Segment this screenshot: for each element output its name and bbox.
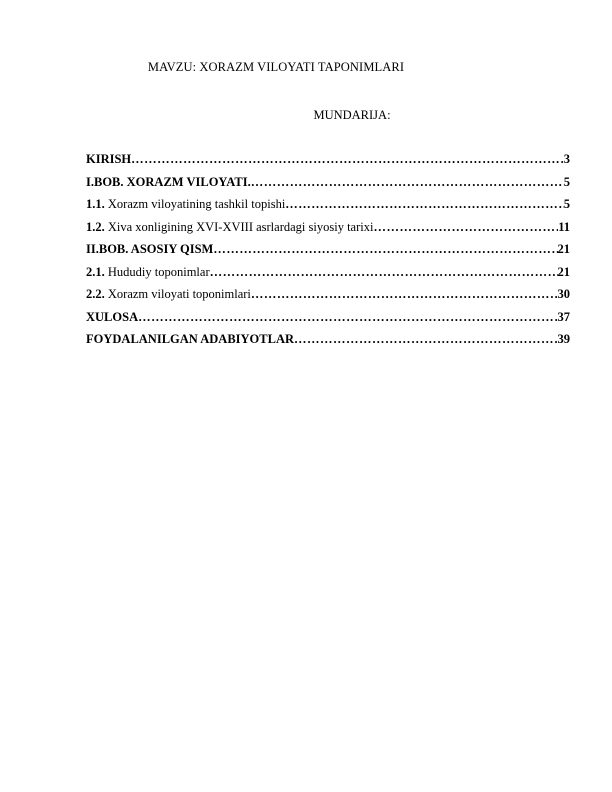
toc-entry [86, 242, 570, 265]
toc-leader-dots [213, 242, 557, 257]
toc-leader-dots [251, 287, 558, 302]
toc-entry-page: 30 [557, 287, 570, 301]
toc-entry-title: FOYDALANILGAN ADABIYOTLAR [86, 332, 295, 346]
contents-heading: MUNDARIJA: [313, 108, 391, 122]
toc-leader-dots [373, 220, 558, 235]
toc-entry [86, 332, 570, 355]
toc-entry-title: Xorazm viloyatining tashkil topishi [104, 197, 286, 211]
toc-entry-label [86, 152, 131, 167]
toc-entry [86, 265, 570, 288]
document-title: MAVZU: XORAZM VILOYATI TAPONIMLARI [147, 60, 405, 74]
toc-entry [86, 310, 570, 333]
toc-leader-dots [210, 265, 558, 280]
toc-entry [86, 287, 570, 310]
toc-entry [86, 175, 570, 198]
toc-entry-title: Xiva xonligining XVI-XVIII asrlardagi siyosiy tarixi [104, 219, 374, 234]
toc-entry-number: 2.1. [86, 264, 105, 279]
table-of-contents [86, 152, 570, 355]
toc-entry-title: Xorazm viloyati toponimlari [104, 287, 251, 301]
toc-entry [86, 152, 570, 175]
toc-entry-page: 21 [557, 264, 570, 279]
toc-leader-dots [131, 152, 564, 167]
toc-entry-page: 21 [557, 242, 570, 256]
toc-entry-label [86, 220, 373, 235]
toc-entry-page: 5 [563, 174, 570, 189]
toc-entry [86, 220, 570, 243]
toc-entry-page: 39 [557, 332, 570, 346]
toc-entry-page: 37 [557, 309, 570, 324]
toc-entry-label [86, 310, 138, 325]
toc-leader-dots [285, 197, 563, 212]
toc-entry-label [86, 265, 210, 280]
toc-entry-number: 2.2. [86, 287, 105, 301]
toc-entry-label [86, 332, 294, 347]
toc-entry [86, 197, 570, 220]
toc-leader-dots [138, 310, 557, 325]
toc-entry-page: 11 [558, 219, 570, 234]
toc-entry-label [86, 242, 213, 257]
toc-leader-dots [294, 332, 557, 347]
toc-entry-page: 3 [563, 152, 570, 166]
toc-entry-title: XULOSA [86, 309, 139, 324]
toc-leader-dots [251, 175, 564, 190]
toc-entry-label [86, 175, 251, 190]
toc-entry-page: 5 [563, 197, 570, 211]
toc-entry-label [86, 287, 251, 302]
toc-entry-title: KIRISH [86, 152, 132, 166]
toc-entry-number: 1.2. [86, 219, 105, 234]
toc-entry-title: I.BOB. XORAZM VILOYATI. [86, 174, 251, 189]
toc-entry-title: Hududiy toponimlar [104, 264, 210, 279]
toc-entry-label [86, 197, 285, 212]
toc-entry-number: 1.1. [86, 197, 105, 211]
toc-entry-title: II.BOB. ASOSIY QISM [86, 242, 214, 256]
